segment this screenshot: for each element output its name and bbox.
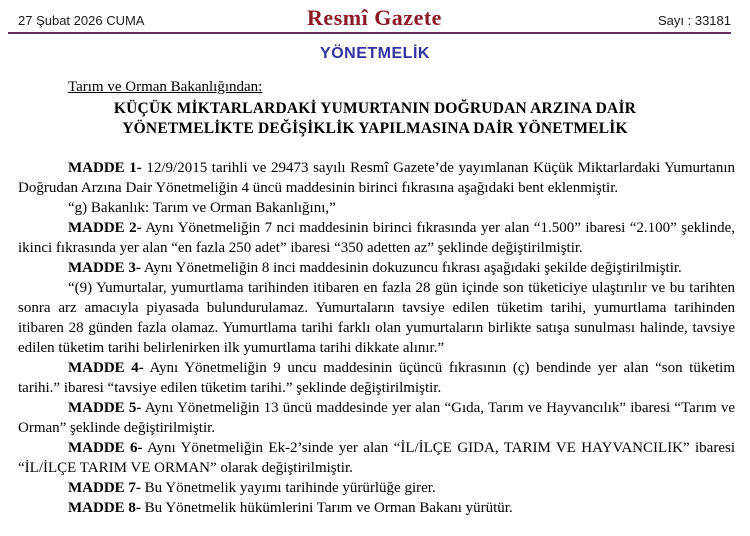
article-paragraph (18, 498, 735, 518)
article-label: MADDE 7- (68, 480, 141, 496)
article-text: Aynı Yönetmeliğin 8 inci maddesinin dokuzuncu fıkrası aşağıdaki şekilde değiştirilmiştir. (140, 260, 682, 276)
article-text: Aynı Yönetmeliğin Ek-2’sinde yer alan “İL/İLÇE GIDA, TARIM VE HAYVANCILIK” ibaresi “İL/İLÇE TARIM VE ORMAN” olarak değiştirilmiştir. (18, 440, 735, 476)
article-paragraph (18, 218, 735, 258)
article-label: MADDE 5- (68, 400, 142, 416)
article-text: “(9) Yumurtalar, yumurtlama tarihinden itibaren en fazla 28 gün içinde son tüketiciye ulaştırılır ve bu tarihten sonra arz amacıyla piyasada bulundurulamaz. Yumurtaların tavsiye edilen tüketim tarihi, yumurtlama tarihinden itibaren 28 günden fazla olamaz. Yumurtlama tarihi farklı olan yumurtaların birlikte satışa sunulması halinde, tavsiye edilen tüketim tarihi belirlenirken ilk yumurtlama tarihi dikkate alınır.” (18, 280, 735, 356)
article-label: MADDE 8- (68, 500, 141, 516)
article-label: MADDE 1- (68, 160, 142, 176)
document-body (18, 158, 735, 518)
article-paragraph (18, 358, 735, 398)
article-text: Aynı Yönetmeliğin 13 üncü maddesinde yer alan “Gıda, Tarım ve Hayvancılık” ibaresi “Tarım ve Orman” şeklinde değiştirilmiştir. (18, 400, 735, 436)
article-paragraph (18, 158, 735, 198)
regulation-title-line1: KÜÇÜK MİKTARLARDAKİ YUMURTANIN DOĞRUDAN ARZINA DAİR (113, 100, 637, 117)
regulation-title (0, 99, 750, 139)
section-heading: YÖNETMELİK (320, 45, 430, 62)
article-paragraph (18, 438, 735, 478)
article-text: Bu Yönetmelik hükümlerini Tarım ve Orman Bakanı yürütür. (140, 500, 513, 516)
gazette-issue-number: Sayı : 33181 (658, 13, 731, 28)
article-paragraph (18, 278, 735, 358)
article-text: Aynı Yönetmeliğin 9 uncu maddesinin üçüncü fıkrasının (ç) bendinde yer alan “son tüketim tarihi.” ibaresi “tavsiye edilen tüketim tarihi.” şeklinde değiştirilmiştir. (18, 360, 736, 396)
article-label: MADDE 3- (68, 260, 141, 276)
article-label: MADDE 2- (68, 220, 142, 236)
gazette-title: Resmî Gazete (307, 5, 442, 30)
article-paragraph (18, 398, 735, 438)
article-paragraph (18, 258, 735, 278)
article-text: Aynı Yönetmeliğin 7 nci maddesinin birinci fıkrasında yer alan “1.500” ibaresi “2.100” şeklinde, ikinci fıkrasında yer alan “en fazla 250 adet” ibaresi “350 adetten az” şeklinde değiştirilmiştir. (18, 220, 736, 256)
regulation-title-line2: YÖNETMELİKTE DEĞİŞİKLİK YAPILMASINA DAİR YÖNETMELİK (122, 120, 628, 137)
article-text: 12/9/2015 tarihli ve 29473 sayılı Resmî Gazete’de yayımlanan Küçük Miktarlardaki Yumurtanın Doğrudan Arzına Dair Yönetmeliğin 4 üncü maddesinin birinci fıkrasına aşağıdaki bent eklenmiştir. (18, 160, 736, 196)
gazette-date: 27 Şubat 2026 CUMA (18, 13, 145, 28)
article-paragraph (18, 478, 735, 498)
article-text: “g) Bakanlık: Tarım ve Orman Bakanlığını,” (68, 200, 336, 216)
article-text: Bu Yönetmelik yayımı tarihinde yürürlüğe girer. (140, 480, 436, 496)
article-label: MADDE 4- (68, 360, 144, 376)
article-paragraph (18, 198, 735, 218)
article-label: MADDE 6- (68, 440, 143, 456)
ministry-line: Tarım ve Orman Bakanlığından: (68, 79, 263, 95)
gazette-masthead (0, 0, 750, 31)
header-rule-divider (8, 32, 731, 34)
